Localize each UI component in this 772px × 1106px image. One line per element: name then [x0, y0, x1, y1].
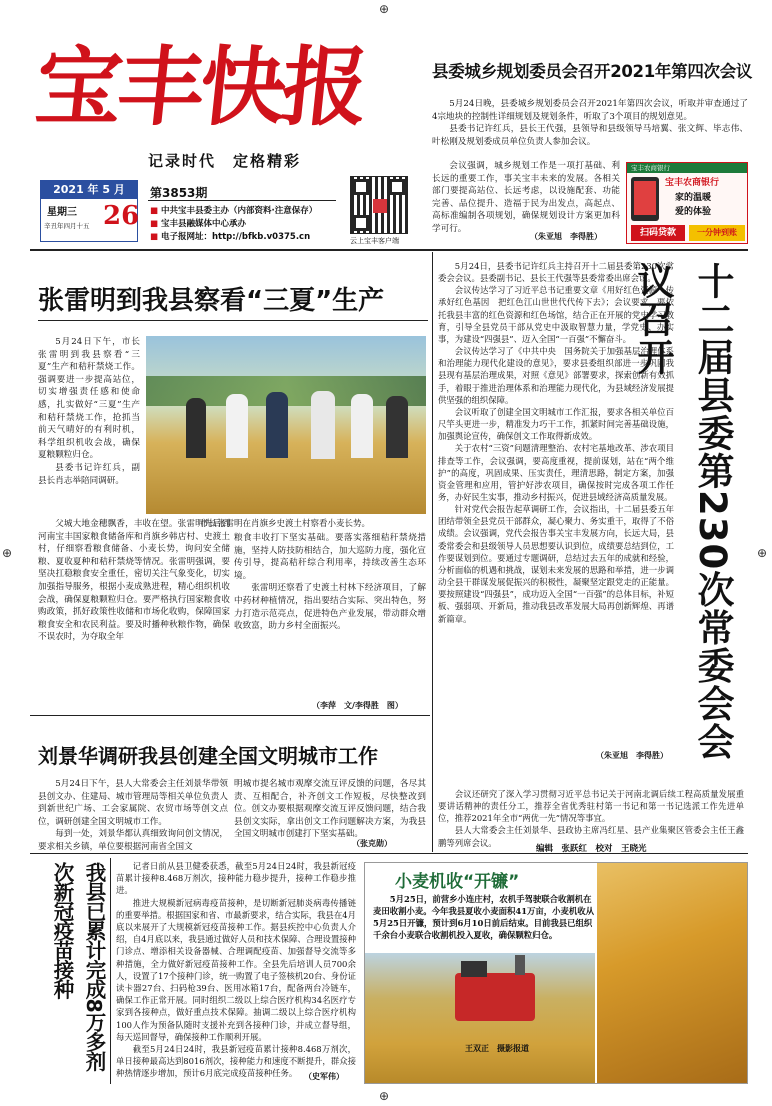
wheat-photo-right [597, 863, 747, 1083]
liu-story-col2: 明城市提名城市观摩交流互评反馈的问题，各尽其责、互相配合，补齐创文工作短板，尽快整改到位。创文办要根据观摩交流互评反馈问题，结合我县创文实际，拿出创文工作问题解决方案，为我县全国文明城市创建打下坚实基础。 [234, 779, 426, 840]
vaccine-story-body: 记者日前从县卫健委获悉，截至5月24日24时，我县新冠疫苗累计接种8.468万剂次，接种能力稳步提升，接种工作稳步推进。 推进大规模新冠病毒疫苗接种，是切断新冠肺炎病毒传播链的重要举措。根据国家和省、市最新要求，结合实际，我县在4月底以来展开了大规模新冠疫苗接种工作。据县疾控中心负责人介绍，自4月底以来，我县通过做好人员和技术保障、合理设置接种门诊点、增添相关设备器械、合理调配疫苗、加强督导交流等多种措施，全力做好新冠疫苗接种工作。全县先后培训人员700余人，设置了17个接种门诊，统一购置了电子签核机20台、身份证读卡器27台、扫码枪39台、医用冰箱17台，配备两台冷链车，确保工作正常开展。同时组织二级以上综合医疗机构34名医疗专家到各接种点，做好重点技术保障。抽调二级以上综合医疗机构100人作为预备队随时支援补充到各接种门诊，并成立督导组，每天巡回督导，确保接种工作顺利开展。 截至5月24日24时，我县新冠疫苗累计接种8.468万剂次，单日接种最高达到8016剂次，接种能力和速度不断提升，群众接种热情逐步增加，预计6月底完成疫苗接种任务。 [116, 861, 356, 1079]
qr-code-icon[interactable] [350, 176, 408, 234]
scan-loan-button[interactable]: 扫码贷款 [631, 225, 685, 241]
masthead-slogan: 记录时代 定格精彩 [148, 152, 302, 170]
issue-number: 第3853期 [150, 186, 208, 200]
standing-story-headline: 十二届县委第230次常委会会议召开 [631, 262, 734, 761]
top-story-byline: （朱亚旭 李得胜） [530, 232, 602, 241]
registration-mark-icon: ⊕ [379, 2, 390, 16]
zhang-story-col1b: 父城大地金穗飘香，丰收在望。张雷明先后到河南宝丰国家粮食储备库和肖旗乡韩店村、史渡土村，仔细察看粮食储备、小麦长势，询问安全储粮、夏收夏种和秸秆禁烧等情况。张雷明强调，要坚决扛稳粮食安全重任，密切关注气象变化，切实加强指导服务，根据小麦成熟进程，精心组织机收会战，确保夏粮颗粒归仓。要严格执行国家粮食收购政策，抓好政策性收储和市场化收购，保障国家粮食安全和农民利益。要及时播种秋粮作物，确保不误农时，为夺取全年 [38, 519, 230, 643]
liu-story-col1: 5月24日下午，县人大常委会主任刘景华带领县创文办、住建局、城市管理局等相关单位负责人到新世纪广场、工会家属院、农贸市场等创文点位，调研创建全国文明城市工作。 每到一处，刘景华都认真细致询问创文情况，要求相关乡镇，单位要根据河南省全国文 [38, 779, 228, 852]
standing-story-byline: （朱亚旭 李得胜） [596, 751, 668, 760]
vaccine-story-byline: （史军伟） [304, 1072, 344, 1081]
editors-line: 编辑 张跃红 校对 王晓光 [536, 844, 647, 854]
registration-mark-icon: ⊕ [757, 546, 768, 560]
info-line: ■ 中共宝丰县委主办（内部资料·注意保存） [150, 206, 318, 216]
bank-ad-line3: 爱的体验 [675, 207, 712, 217]
wheat-story-box [364, 862, 748, 1084]
info-line: ■ 电子报网址：http://bfkb.v0375.cn [150, 232, 311, 242]
zhang-story-headline: 张雷明到我县察看“三夏”生产 [38, 286, 385, 316]
one-minute-button[interactable]: 一分钟到账 [689, 225, 745, 241]
date-day: 26 [103, 201, 140, 231]
top-story-headline: 县委城乡规划委员会召开2021年第四次会议 [432, 62, 753, 81]
wheat-story-headline: 小麦机收“开镰” [395, 872, 520, 892]
masthead-logo: 宝丰快报 [30, 37, 370, 138]
date-year-month: 2021 年 5 月 [41, 181, 137, 199]
date-lunar: 辛丑年四月十五 [44, 222, 90, 230]
bank-ad[interactable] [626, 162, 748, 244]
liu-story-headline: 刘景华调研我县创建全国文明城市工作 [38, 744, 378, 768]
standing-story-body: 5月24日，县委书记许红兵主持召开十二届县委第230次常委会会议。县委副书记、县长王代强等县委常委出席会议。 会议传达学习了习近平总书记重要文章《用好红色资源 传承好红色基因 把红色江山世世代代传下去》；会议要求，要依托我县丰富的红色资源和红色场馆，结合正在开展的党史学习教育，引导全县党员干部从党史中汲取智慧力量，学党史、办实事，为建设“四强县”、迈入全国“一百强”不懈奋斗。 会议传达学习了《中共中央 国务院关于加强基层治理体系和治理能力现代化建设的意见》，要求县委组织部进一步巩固我县现有基层治理成果，对照《意见》部署要求，探索创新有效抓手，着眼于推进治理体系和治理能力现代化，为县域经济发展提供坚强的组织保障。 会议听取了创建全国文明城市工作汇报，要求各相关单位百尺竿头更进一步，精准发力巧干工作，抓紧时间完善基础设施，加强舆论宣传，确保创文工作取得新成效。 关于农村“三资”问题清理整治、农村宅基地改革、涉农项目排查等工作，会议强调，要高度重视，提前谋划，站在“两个维护”的高度，巩固成果、压实责任，理清思路，制定方案，加强资金管理和应用，管护好涉农项目，确保按时完成各项工作任务，办好民生实事，推动乡村振兴，促进县域经济高质量发展。 针对党代会报告起草调研工作，会议指出，十二届县委五年团结带领全县党员干部群众，凝心聚力、务实重干，取得了不俗成绩。会议强调，党代会报告事关宝丰发展方向，长远大局，县委常委会和县级领导人员思想要认识到位，成绩要总结到位，工作要谋划到位。要通过专题调研，总结过去五年的成就和经验，分析面临的机遇和挑战，谋划未来发展的思路和举措，进一步调动全县干群谋发展促振兴的积极性，凝聚坚定跟党走的正能量。要按照建设“四强县”，成功迈入全国“一百强”的总体目标，补短板、强弱项、开新局，推动我县改革发展大局再创新辉煌、再谱新篇章。 [438, 261, 674, 624]
info-line: ■ 宝丰县融媒体中心承办 [150, 219, 247, 229]
top-story-body-narrow: 会议强调，城乡规划工作是一项打基础、利长远的重要工作，事关宝丰未来的发展。各相关部门要提高站位、长远考虑，以设施配套、功能完善、品位提升、造福于民为出发点，高起点、高标准编制各项规划，确保规划设计方案更加科学可行。 [432, 161, 620, 234]
combine-harvester [455, 973, 535, 1021]
wheat-story-byline: 王双正 摄影报道 [465, 1044, 529, 1053]
date-weekday: 星期三 [47, 207, 77, 218]
wheat-photo-left [365, 953, 595, 1083]
zhang-story-col1: 5月24日下午，市长张雷明到我县察看“三夏”生产和秸秆禁烧工作。强调要进一步提高站位，切实增强责任感和使命感，扎实做好“三夏”生产和秸秆禁烧工作，抢抓当前天气晴好的有利时机，科学组织机收会战，确保夏粮颗粒归仓。 县委书记许红兵，副县长肖志举陪同调研。 [38, 337, 140, 486]
zhang-story-col2: 粮食丰收打下坚实基础。要落实落细秸秆禁烧措施，坚持人防技防相结合，加大巡防力度，强化宣传引导，提高秸秆综合利用率，持续改善生态环境。 张雷明还察看了史渡土村林下经济项目，了解中药材种植情况，指出要结合实际、突出特色，努力打造示范亮点，促进特色产业发展，带动群众增收致富，助力乡村全面振兴。 [234, 533, 426, 632]
zhang-photo [146, 336, 426, 514]
bank-ad-line2: 家的温暖 [675, 193, 712, 203]
zhang-photo-caption: 市长张雷明在肖旗乡史渡土村察看小麦长势。 [200, 519, 371, 529]
top-story-body-wide: 5月24日晚，县委城乡规划委员会召开2021年第四次会议，听取并审查通过了4宗地块的控制性详细规划及规划条件，听取了3个项目的规划意见。 县委书记许红兵，县长王代强，县领导和县级领导马培翼、张文辉、毕志伟、叶松刚及规划委成员单位负责人参加会议。 [432, 99, 748, 147]
bank-ad-header: 宝丰农商银行 [627, 163, 747, 173]
date-block [40, 180, 138, 242]
bank-ad-line1: 宝丰农商银行 [665, 178, 720, 188]
qr-label: 云上宝丰客户端 [350, 237, 399, 245]
registration-mark-icon: ⊕ [2, 546, 13, 560]
registration-mark-icon: ⊕ [379, 1089, 390, 1103]
liu-story-byline: （张克勋） [352, 839, 392, 848]
bank-ad-phone [631, 177, 659, 221]
standing-story-body-wide: 会议还研究了深入学习贯彻习近平总书记关于河南北调后续工程高质量发展重要讲话精神的责任分工，推荐全省优秀驻村第一书记和第一书记选派工作先进单位，推荐2021年全市“两优一先”情况等事宜。 县人大常委会主任刘景华、县政协主席冯红星、县产业集聚区管委会主任王鑫鹏等列席会议。 [438, 789, 744, 848]
masthead-info [150, 205, 350, 244]
zhang-story-byline: （李萍 文/李得胜 图） [312, 701, 403, 710]
vaccine-story-headline: 我县已累计完成8万多剂次新冠疫苗接种 [50, 862, 106, 1071]
wheat-story-text: 5月25日，前营乡小连庄村，农机手驾驶联合收割机在麦田收割小麦。今年我县夏收小麦面积41万亩，小麦机收从5月25日开镰，预计到6月10日前后结束。目前我县已组织千余台小麦联合收割机投入夏收，确保颗粒归仓。 [373, 894, 595, 940]
